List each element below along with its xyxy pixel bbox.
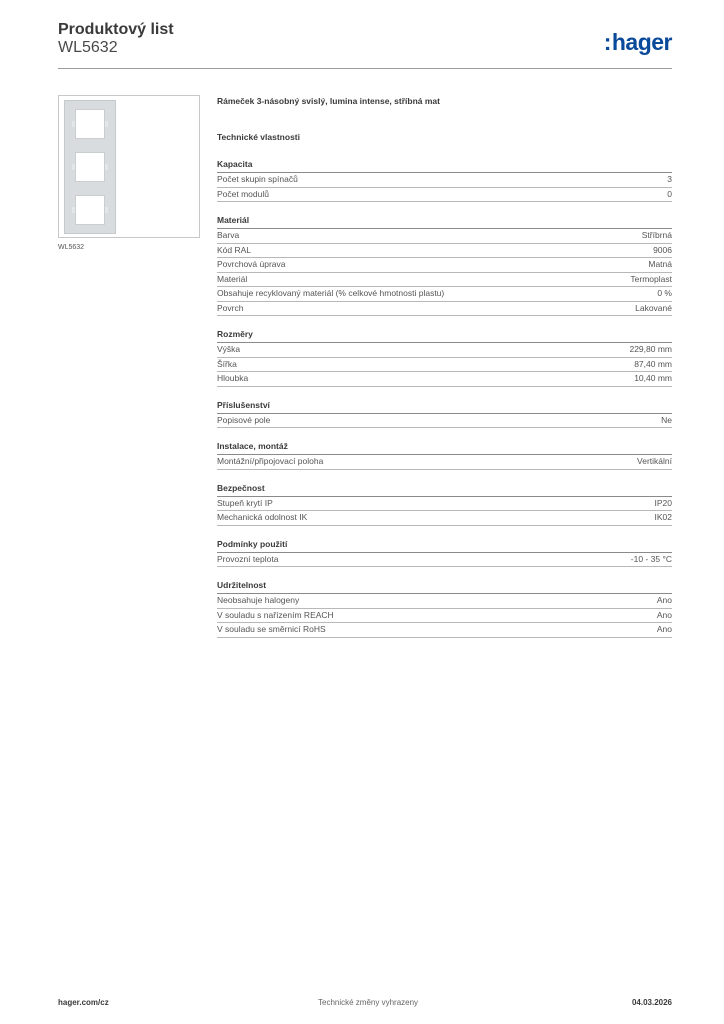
spec-section xyxy=(217,159,672,202)
spec-label: Barva xyxy=(217,230,240,240)
logo-mark: : xyxy=(603,29,611,55)
spec-row xyxy=(217,244,672,259)
section-title: Rozměry xyxy=(217,329,672,343)
hager-logo xyxy=(604,29,672,56)
spec-content xyxy=(217,96,672,651)
spec-label: Povrch xyxy=(217,302,244,313)
image-caption: WL5632 xyxy=(58,244,85,251)
frame-opening xyxy=(75,195,105,225)
spec-row xyxy=(217,302,672,317)
spec-row xyxy=(217,287,672,302)
product-description: Rámeček 3-násobný svislý, lumina intense, stříbná mat xyxy=(217,96,440,106)
spec-row xyxy=(217,273,672,288)
section-title: Podmínky použití xyxy=(217,539,672,553)
header-divider xyxy=(58,68,672,69)
spec-section xyxy=(217,215,672,316)
spec-section xyxy=(217,329,672,387)
spec-label: Šířka xyxy=(217,358,237,369)
spec-value: Stříbrná xyxy=(641,230,672,240)
spec-section xyxy=(217,400,672,429)
logo-text: hager xyxy=(611,29,672,55)
spec-row xyxy=(217,497,672,512)
section-title: Bezpečnost xyxy=(217,483,672,497)
spec-row xyxy=(217,553,672,568)
spec-label: Stupeň krytí IP xyxy=(217,497,273,508)
spec-value: 3 xyxy=(667,174,672,184)
spec-label: Počet skupin spínačů xyxy=(217,174,298,184)
footer-notice: Technické změny vyhrazeny xyxy=(318,998,419,1007)
section-title: Materiál xyxy=(217,215,672,229)
product-image xyxy=(58,95,200,238)
section-title: Příslušenství xyxy=(217,400,672,414)
frame-opening xyxy=(75,152,105,182)
spec-value: Matná xyxy=(648,259,672,269)
spec-value: Lakované xyxy=(635,302,672,313)
footer-website: hager.com/cz xyxy=(58,998,109,1007)
spec-row xyxy=(217,358,672,373)
spec-row xyxy=(217,343,672,358)
spec-section xyxy=(217,580,672,638)
spec-value: 87,40 mm xyxy=(634,358,672,369)
spec-value: 10,40 mm xyxy=(634,373,672,383)
spec-row xyxy=(217,609,672,624)
frame-opening xyxy=(75,109,105,139)
spec-value: -10 - 35 °C xyxy=(630,553,672,564)
spec-value: IP20 xyxy=(654,497,672,508)
spec-value: IK02 xyxy=(654,512,672,522)
spec-value: 0 xyxy=(667,188,672,199)
spec-sections xyxy=(217,159,672,638)
spec-label: Obsahuje recyklovaný materiál (% celkové hmotnosti plastu) xyxy=(217,288,445,298)
spec-label: Povrchová úprava xyxy=(217,259,286,269)
spec-row xyxy=(217,414,672,429)
spec-value: Termoplast xyxy=(630,273,672,284)
section-title: Instalace, montáž xyxy=(217,441,672,455)
spec-label: V souladu s nařízením REACH xyxy=(217,609,334,620)
spec-label: V souladu se směrnicí RoHS xyxy=(217,624,326,634)
footer-date: 04.03.2026 xyxy=(631,998,672,1007)
spec-row xyxy=(217,511,672,526)
spec-value: Vertikální xyxy=(637,456,672,466)
spec-value: 9006 xyxy=(653,244,672,255)
spec-value: 229,80 mm xyxy=(629,344,672,354)
page-title: Produktový list xyxy=(58,21,174,38)
section-title: Udržitelnost xyxy=(217,580,672,594)
section-title: Kapacita xyxy=(217,159,672,173)
spec-label: Hloubka xyxy=(217,373,249,383)
spec-label: Kód RAL xyxy=(217,244,252,255)
frame-illustration xyxy=(64,100,116,234)
spec-label: Materiál xyxy=(217,273,248,284)
spec-label: Počet modulů xyxy=(217,188,269,199)
spec-label: Montážní/připojovací poloha xyxy=(217,456,324,466)
spec-row xyxy=(217,173,672,188)
spec-section xyxy=(217,441,672,470)
spec-value: Ano xyxy=(656,624,672,634)
spec-row xyxy=(217,258,672,273)
spec-label: Výška xyxy=(217,344,241,354)
spec-label: Popisové pole xyxy=(217,414,271,425)
spec-row xyxy=(217,188,672,203)
spec-label: Mechanická odolnost IK xyxy=(217,512,308,522)
spec-section xyxy=(217,539,672,568)
spec-row xyxy=(217,623,672,638)
spec-label: Provozní teplota xyxy=(217,553,279,564)
spec-section xyxy=(217,483,672,526)
tech-heading: Technické vlastnosti xyxy=(217,132,300,142)
spec-value: Ano xyxy=(656,609,672,620)
spec-value: 0 % xyxy=(657,288,672,298)
product-code: WL5632 xyxy=(58,39,118,56)
spec-row xyxy=(217,594,672,609)
spec-row xyxy=(217,229,672,244)
spec-row xyxy=(217,372,672,387)
spec-value: Ano xyxy=(656,595,672,605)
spec-row xyxy=(217,455,672,470)
spec-label: Neobsahuje halogeny xyxy=(217,595,300,605)
spec-value: Ne xyxy=(661,414,672,425)
